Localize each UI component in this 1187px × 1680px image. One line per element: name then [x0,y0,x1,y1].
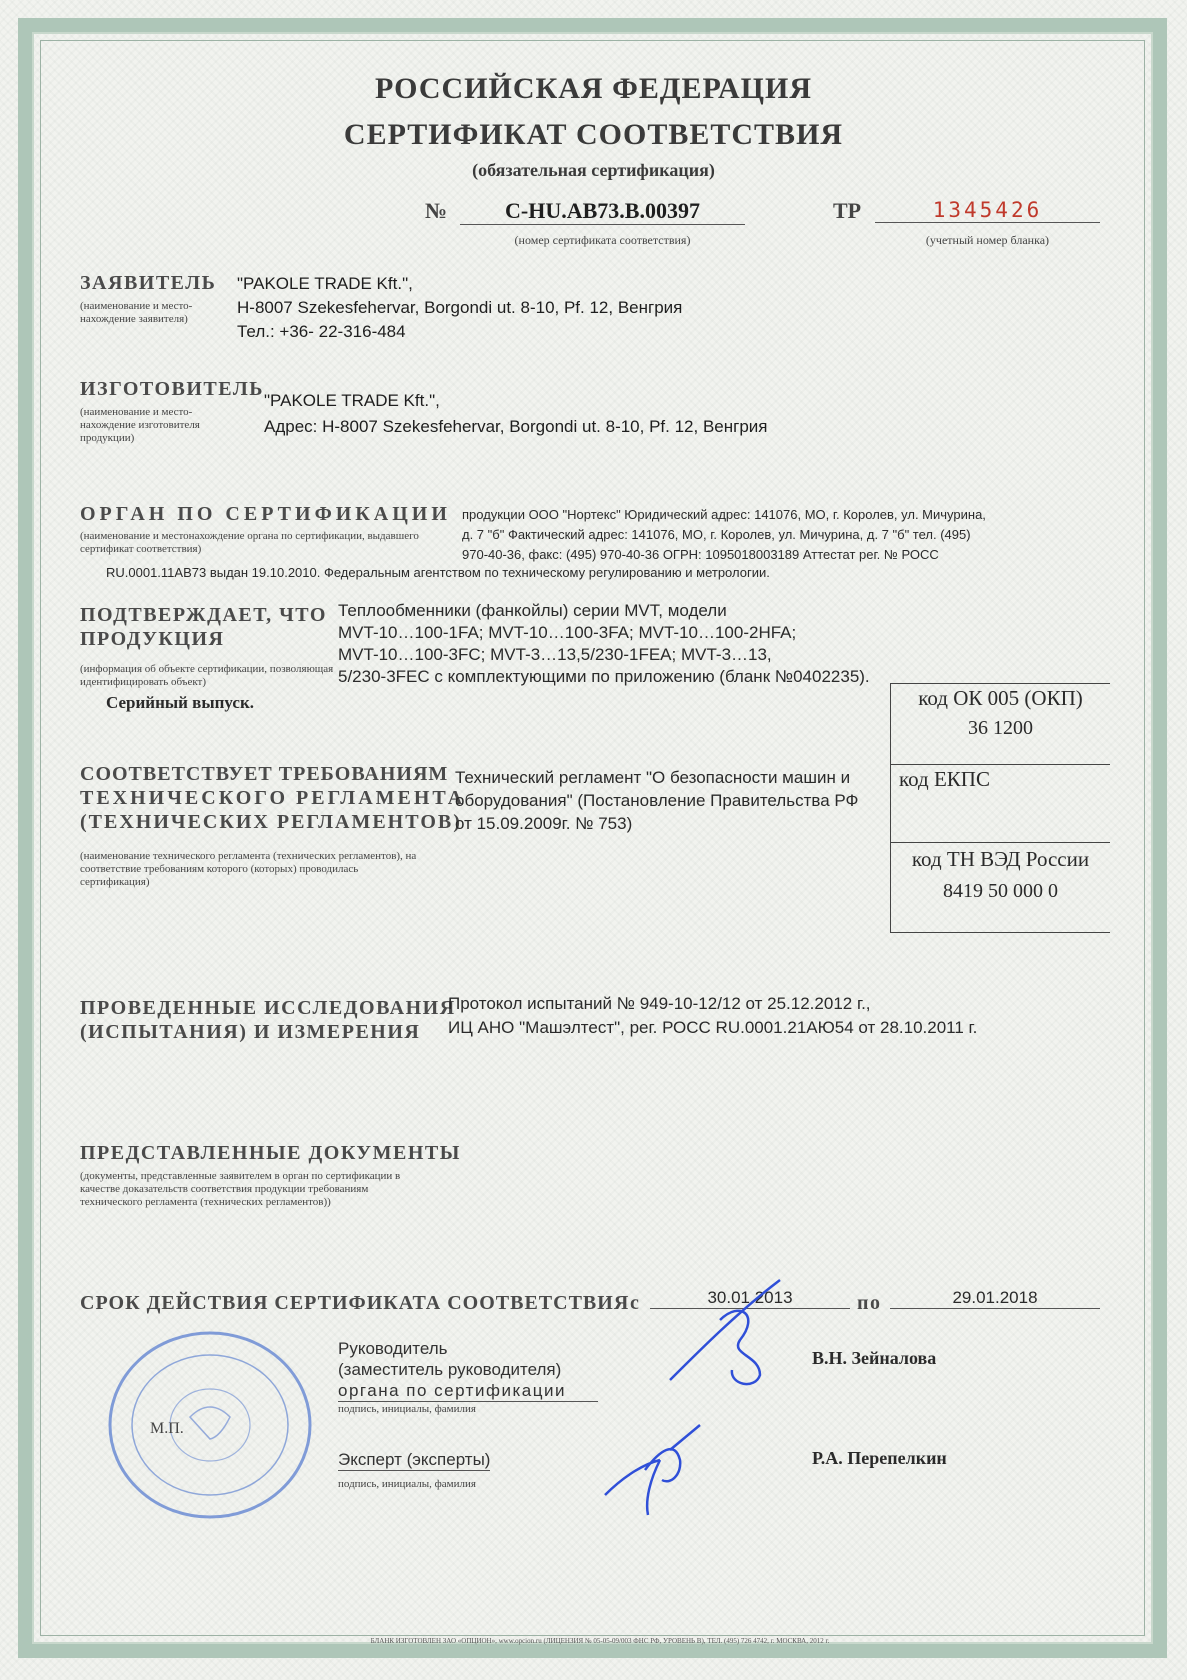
blank-number-caption: (учетный номер бланка) [925,233,1050,247]
requirements-heading-2: ТЕХНИЧЕСКОГО РЕГЛАМЕНТА [80,787,466,809]
validity-to-label: по [857,1292,882,1314]
requirements-line: от 15.09.2009г. № 753) [455,814,633,833]
certificate-number: C-HU.AB73.B.00397 [460,198,745,225]
applicant-details [237,272,682,344]
expert-name: Р.А. Перепелкин [812,1448,947,1468]
documents-heading: ПРЕДСТАВЛЕННЫЕ ДОКУМЕНТЫ [80,1142,461,1164]
head-signature-caption: подпись, инициалы, фамилия [338,1403,476,1415]
requirements-line: оборудования" (Постановление Правительства РФ [455,791,859,810]
expert-signature-icon [600,1410,720,1520]
tests-heading-1: ПРОВЕДЕННЫЕ ИССЛЕДОВАНИЯ [80,997,456,1019]
tests-line: ИЦ АНО "Машэлтест", рег. РОСС RU.0001.21АЮ54 от 28.10.2011 г. [448,1018,978,1037]
blank-prefix: ТР [833,198,862,223]
ekps-code-box [890,765,1110,843]
requirements-caption: (наименование технического регламента (технических регламентов), на соответствие требованиям которого (которых) проводилась сертификация) [80,850,417,888]
validity-from-date: 30.01.2013 [650,1288,850,1309]
head-name: В.Н. Зейналова [812,1348,937,1368]
manufacturer-details [264,388,767,440]
stamp-seal-icon [100,1325,320,1525]
manufacturer-heading: ИЗГОТОВИТЕЛЬ [80,378,264,400]
product-line: MVT-10…100-1FA; MVT-10…100-3FA; MVT-10…100-2HFA; [338,623,797,642]
requirements-text [455,766,895,835]
applicant-heading: ЗАЯВИТЕЛЬ [80,272,217,294]
cert-body-line: д. 7 "б" Фактический адрес: 141076, МО, г. Королев, ул. Мичурина, д. 7 "б" тел. (495) [462,527,971,542]
okp-code-label: код ОК 005 (ОКП) [918,686,1083,710]
document-subtitle: (обязательная сертификация) [472,160,715,180]
requirements-heading-3: (ТЕХНИЧЕСКИХ РЕГЛАМЕНТОВ) [80,811,462,833]
document-title: СЕРТИФИКАТ СООТВЕТСТВИЯ [343,118,844,151]
product-heading-1: ПОДТВЕРЖДАЕТ, ЧТО [80,604,327,626]
okp-code-box [890,683,1110,765]
tests-line: Протокол испытаний № 949-10-12/12 от 25.12.2012 г., [448,994,871,1013]
tests-text [448,992,1098,1040]
manufacturer-line: Адрес: H-8007 Szekesfehervar, Borgondi ut. 8-10, Pf. 12, Венгрия [264,417,768,436]
requirements-line: Технический регламент "О безопасности машин и [455,768,851,787]
tnved-code-label: код ТН ВЭД России [911,847,1090,871]
tnved-code-value: 8419 50 000 0 [943,880,1058,902]
product-line: 5/230-3FEC с комплектующими по приложению (бланк №0402235). [338,667,870,686]
head-signature-icon [660,1260,820,1400]
manufacturer-line: "PAKOLE TRADE Kft.", [264,391,440,410]
blank-footer: БЛАНК ИЗГОТОВЛЕН ЗАО «ОПЦИОН», www.opcion.ru (ЛИЦЕНЗИЯ № 05-05-09/003 ФНС РФ, УРОВЕНЬ В), ТЕЛ. (495) 726 4742, г. МОСКВА, 2012 г. [370,1637,830,1645]
validity-heading: СРОК ДЕЙСТВИЯ СЕРТИФИКАТА СООТВЕТСТВИЯ [80,1292,630,1314]
serial-release: Серийный выпуск. [106,693,255,712]
number-symbol: № [425,198,448,223]
requirements-heading-1: СООТВЕТСТВУЕТ ТРЕБОВАНИЯМ [80,763,449,785]
cert-body-line: продукции ООО "Нортекс" Юридический адрес: 141076, МО, г. Королев, ул. Мичурина, [462,507,986,522]
expert-signature-caption: подпись, инициалы, фамилия [338,1478,476,1490]
validity-to-date: 29.01.2018 [890,1288,1100,1309]
product-line: Теплообменники (фанкойлы) серии MVT, модели [338,601,727,620]
expert-role: Эксперт (эксперты) [338,1450,491,1469]
validity-from-label: с [630,1292,641,1314]
product-heading-2: ПРОДУКЦИЯ [80,628,225,650]
head-role-line: Руководитель [338,1339,448,1358]
head-role [338,1338,598,1402]
manufacturer-caption: (наименование и место-нахождение изготовителя продукции) [80,406,200,444]
cert-body-accreditation: RU.0001.11АВ73 выдан 19.10.2010. Федеральным агентством по техническому регулированию и метрологии. [106,565,770,580]
head-role-line: органа по сертификации [338,1380,598,1402]
country-title: РОССИЙСКАЯ ФЕДЕРАЦИЯ [374,72,812,105]
cert-body-line: 970-40-36, факс: (495) 970-40-36 ОГРН: 1095018003189 Аттестат рег. № РОСС [462,547,939,562]
tnved-code-box [890,843,1110,933]
applicant-caption: (наименование и место-нахождение заявителя) [80,300,193,325]
cert-body-heading: ОРГАН ПО СЕРТИФИКАЦИИ [80,503,451,525]
documents-caption: (документы, представленные заявителем в орган по сертификации в качестве доказательств соответствия продукции требованиям технического регламента (технических регламентов)) [80,1170,401,1208]
product-line: MVT-10…100-3FC; MVT-3…13,5/230-1FEA; MVT-3…13, [338,645,772,664]
applicant-line: Тел.: +36- 22-316-484 [237,322,406,341]
ekps-code-label: код ЕКПС [899,767,990,791]
cert-body-details [462,505,1102,565]
cert-body-caption: (наименование и местонахождение органа по сертификации, выдавшего сертификат соответствия) [80,530,419,555]
applicant-line: "PAKOLE TRADE Kft.", [237,274,413,293]
okp-code-value: 36 1200 [968,717,1033,739]
applicant-line: H-8007 Szekesfehervar, Borgondi ut. 8-10, Pf. 12, Венгрия [237,298,683,317]
certificate-number-caption: (номер сертификата соответствия) [514,233,691,247]
blank-number: 1345426 [875,198,1100,223]
product-description [338,600,928,688]
stamp-mark: М.П. [150,1420,184,1437]
product-caption: (информация об объекте сертификации, позволяющая идентифицировать объект) [80,663,334,688]
tests-heading-2: (ИСПЫТАНИЯ) И ИЗМЕРЕНИЯ [80,1021,421,1043]
head-role-line: (заместитель руководителя) [338,1360,562,1379]
